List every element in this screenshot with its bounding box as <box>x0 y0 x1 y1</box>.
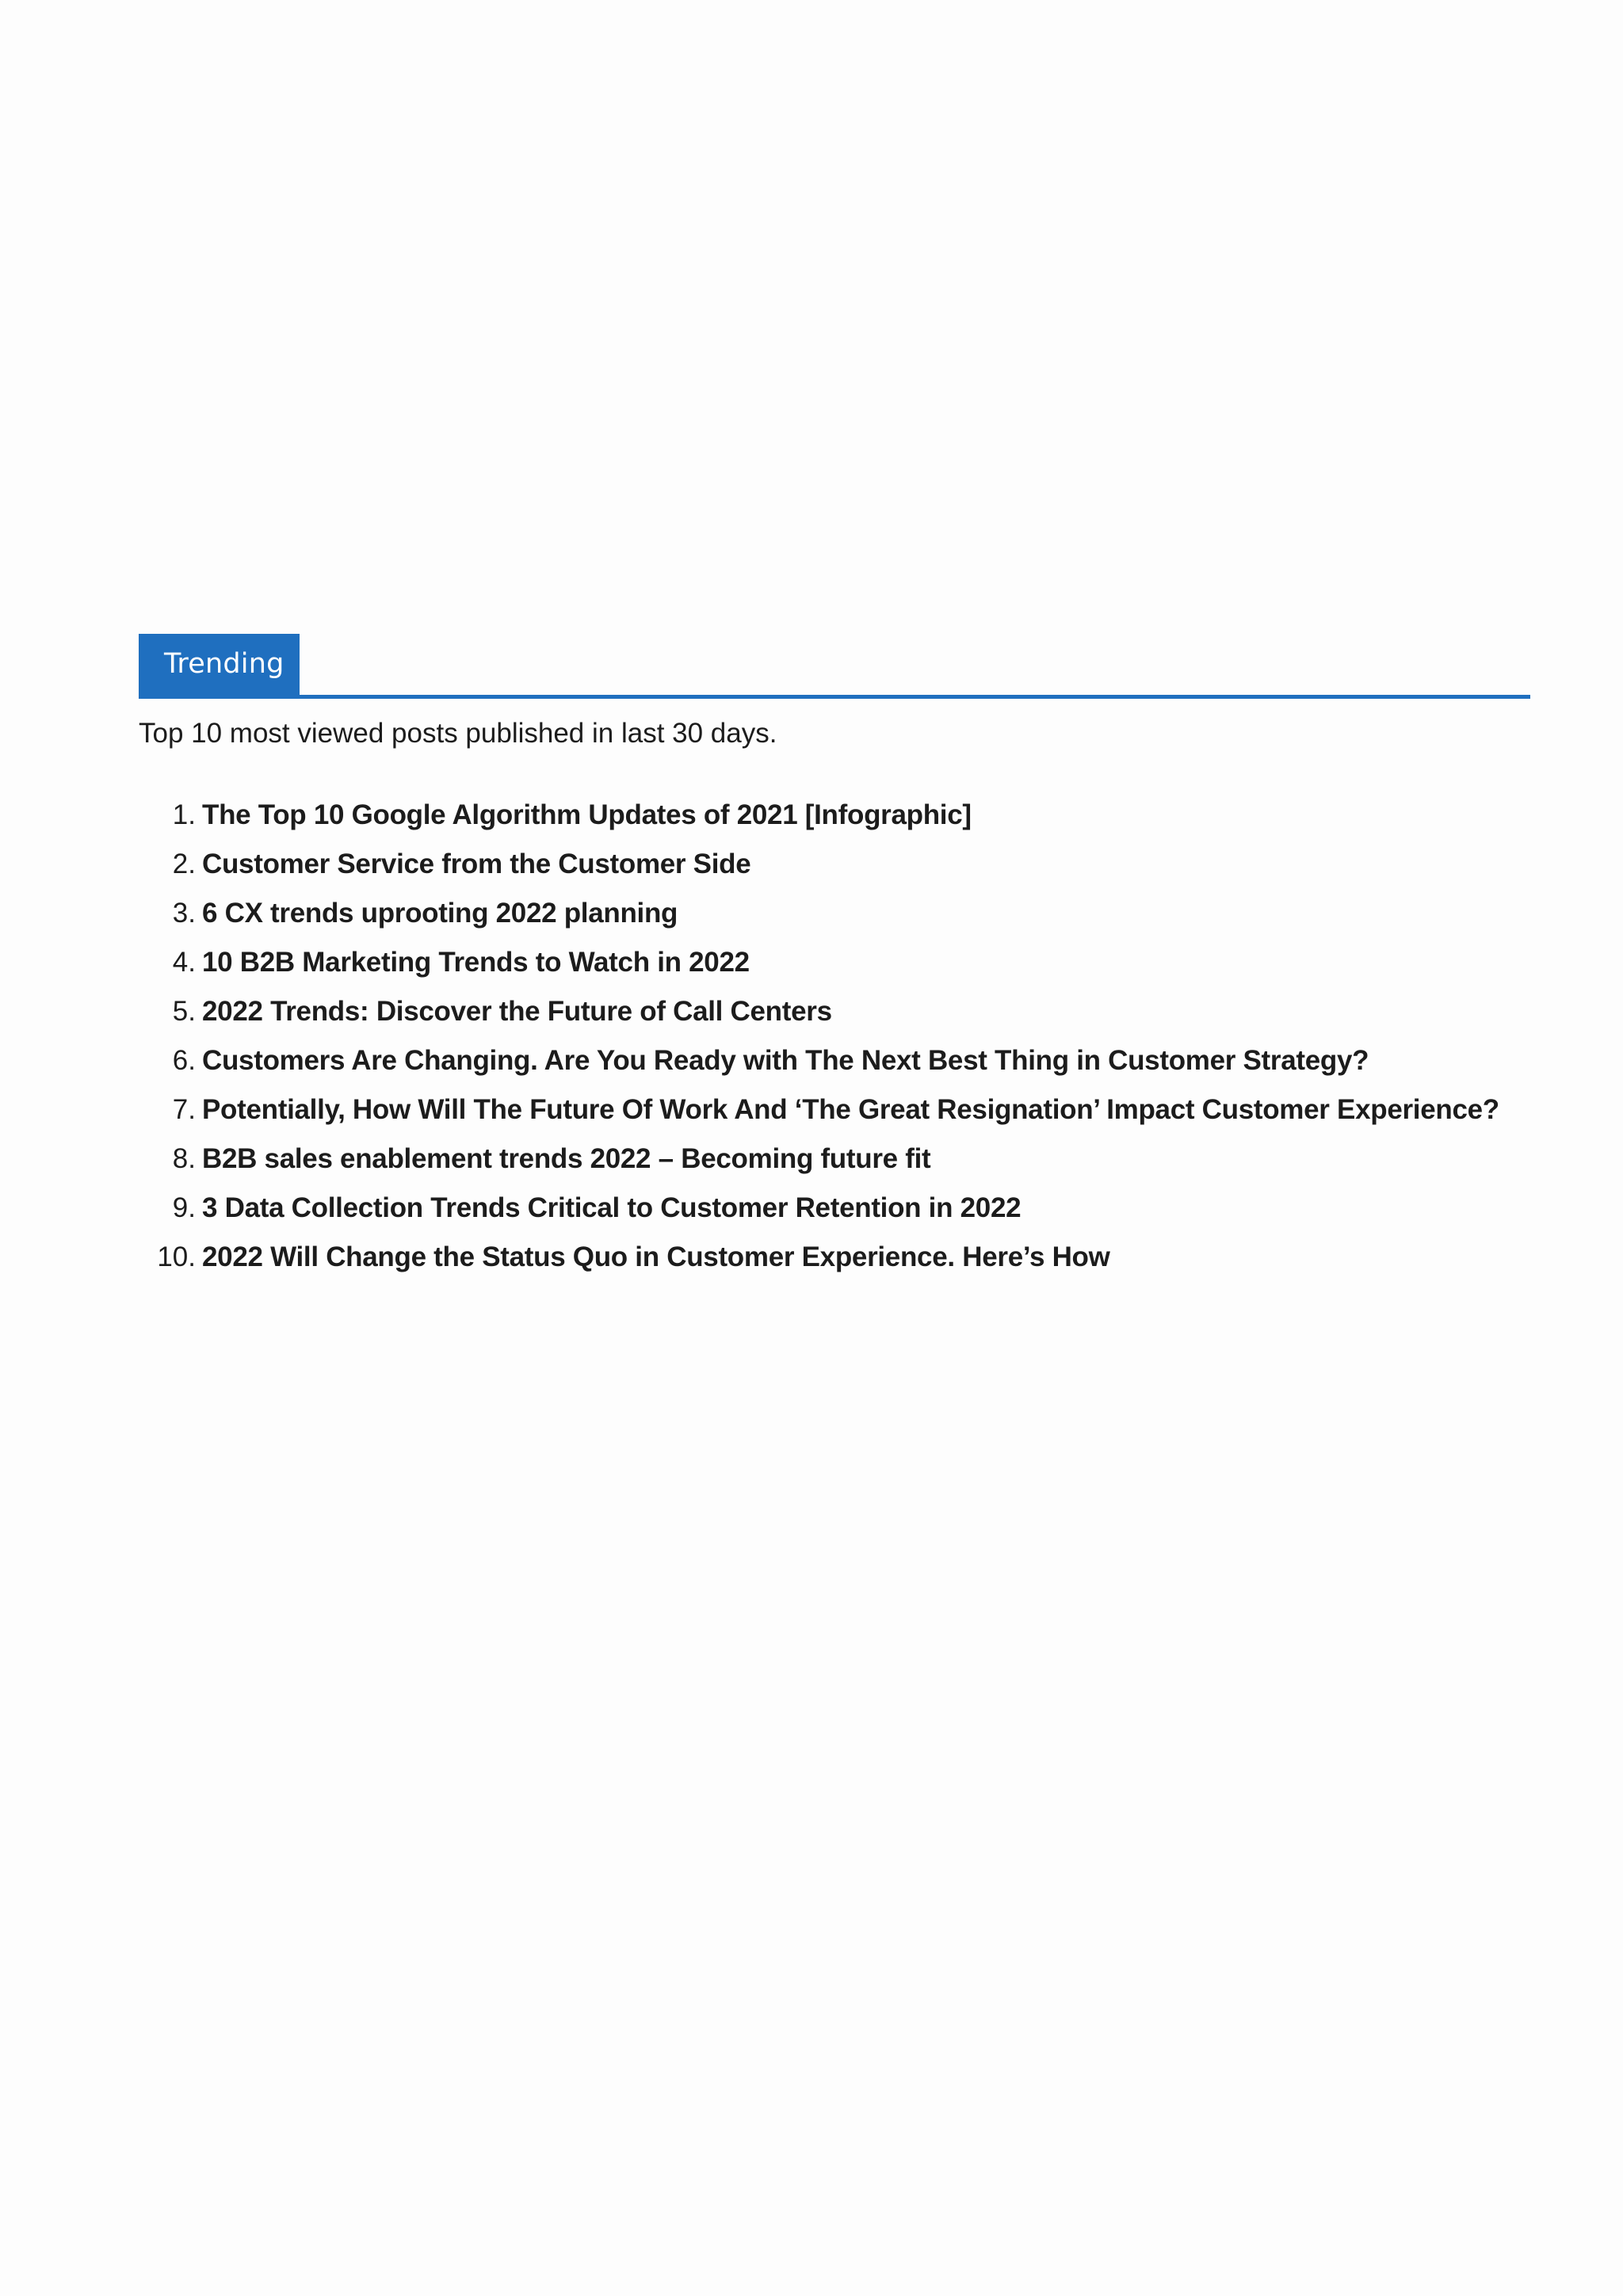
trending-post-link[interactable]: 6 CX trends uprooting 2022 planning <box>202 898 678 929</box>
list-item <box>139 1085 1530 1135</box>
list-item-number: 3. <box>172 898 196 929</box>
trending-widget <box>139 634 1530 1282</box>
list-item <box>139 1233 1530 1282</box>
list-item-number: 1. <box>172 799 196 830</box>
list-item-number: 7. <box>172 1094 196 1125</box>
list-item <box>139 889 1530 938</box>
trending-post-link[interactable]: Customer Service from the Customer Side <box>202 849 751 879</box>
list-item <box>139 1135 1530 1184</box>
list-item <box>139 938 1530 987</box>
list-item <box>139 1184 1530 1233</box>
trending-post-link[interactable]: 2022 Trends: Discover the Future of Call Centers <box>202 996 832 1027</box>
list-item-number: 9. <box>172 1192 196 1223</box>
list-item-number: 6. <box>172 1045 196 1076</box>
trending-post-link[interactable]: B2B sales enablement trends 2022 – Becoming future fit <box>202 1143 931 1174</box>
trending-post-link[interactable]: 2022 Will Change the Status Quo in Customer Experience. Here’s How <box>202 1241 1110 1272</box>
trending-description: Top 10 most viewed posts published in last 30 days. <box>139 718 777 749</box>
trending-list <box>139 791 1530 1282</box>
trending-post-link[interactable]: 3 Data Collection Trends Critical to Customer Retention in 2022 <box>202 1192 1022 1223</box>
list-item <box>139 840 1530 889</box>
trending-tab[interactable]: Trending <box>139 634 300 695</box>
trending-post-link[interactable]: 10 B2B Marketing Trends to Watch in 2022 <box>202 947 750 978</box>
trending-post-link[interactable]: The Top 10 Google Algorithm Updates of 2021 [Infographic] <box>202 799 972 830</box>
list-item <box>139 1036 1530 1085</box>
list-item <box>139 791 1530 840</box>
list-item-number: 5. <box>172 996 196 1027</box>
list-item-number: 4. <box>172 947 196 978</box>
trending-widget-header <box>139 634 1530 699</box>
list-item-number: 8. <box>172 1143 196 1174</box>
trending-post-link[interactable]: Potentially, How Will The Future Of Work And ‘The Great Resignation’ Impact Customer Experience? <box>202 1094 1499 1125</box>
list-item <box>139 987 1530 1036</box>
list-item-number: 10. <box>157 1241 196 1272</box>
list-item-number: 2. <box>172 849 196 879</box>
trending-post-link[interactable]: Customers Are Changing. Are You Ready with The Next Best Thing in Customer Strategy? <box>202 1045 1369 1076</box>
